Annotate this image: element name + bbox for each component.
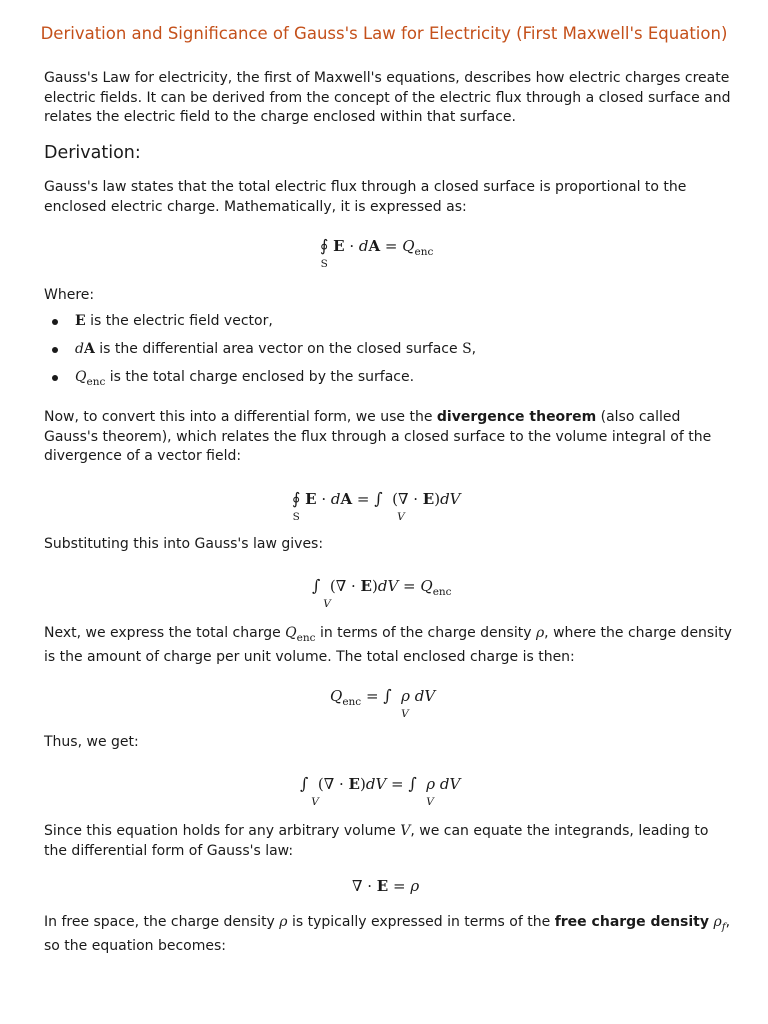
where-label: Where: [44,287,95,303]
charge-density-paragraph: Next, we express the total charge $Q_{enc}$ in terms of the charge density ρ, where the charge density is the amount of charge per unit volume. The total enclosed charge is then: [44,625,732,666]
divergence-paragraph: Now, to convert this into a differential form, we use the divergence theorem (also called Gauss's theorem), which relates the flux through a closed surface to the volume integral of the divergence of a vector field: [44,409,712,464]
list-item-text: is the differential area vector on the closed surface [94,341,463,357]
math-symbol: A [368,237,381,255]
arbitrary-volume-paragraph: Since this equation holds for any arbitrary volume V, we can equate the integrands, leading to the differential form of Gauss's law: [44,823,709,859]
math-symbol: V [400,823,411,839]
math-symbol: A [340,490,353,508]
math-operator: = [380,237,403,255]
substituting-paragraph: Substituting this into Gauss's law gives: [44,536,324,552]
math-symbol: E [305,490,317,508]
list-item [44,338,476,366]
equation-enclosed-charge [330,686,436,720]
math-symbol: d [358,237,369,255]
math-symbol: Q [75,369,87,385]
integral-limit: V [397,511,405,523]
page-title: Derivation and Significance of Gauss's Law for Electricity (First Maxwell's Equation) [40,24,728,43]
intro-paragraph: Gauss's Law for electricity, the first of Maxwell's equations, describes how electric charges create electric fields. It can be derived from the concept of the electric flux through a closed surface and relates the electric field to the charge enclosed within that surface. [44,70,731,125]
math-subscript: enc [432,586,452,598]
math-operator: = [398,577,421,595]
list-item-text: is the electric field vector, [85,313,273,329]
math-symbol: ρ [426,775,436,793]
math-symbol: Q [330,687,343,705]
math-operator: ( [392,490,398,508]
math-symbol: dV [365,775,387,793]
math-operator: = [386,775,409,793]
math-symbol: Q [402,237,415,255]
volume-integral-symbol: ∫ V [300,774,319,808]
math-symbol: dV [414,687,436,705]
math-symbol: Q [285,625,297,641]
math-symbol: S [462,341,472,357]
math-operator: ) [434,490,441,508]
math-symbol: ρ [535,625,545,641]
equation-volume-integral [312,576,452,610]
math-symbol: E [75,313,86,329]
math-symbol: dV [377,577,399,595]
integral-limit: V [401,708,409,720]
math-operator: · [334,775,349,793]
free-charge-paragraph: In free space, the charge density ρ is typically expressed in terms of the free charge density $\rho_f$, so the equation becomes: [44,914,731,955]
math-operator: ) [371,577,378,595]
math-operator: = [361,687,384,705]
list-item [44,366,476,394]
math-symbol: A [83,341,95,357]
math-subscript: enc [342,696,362,708]
math-operator: · [316,490,331,508]
math-symbol: E [333,237,345,255]
math-symbol: ∇ [352,877,363,895]
integral-limit: V [426,796,434,808]
math-operator: ( [317,775,324,793]
volume-integral-symbol: ∫ V [374,489,405,523]
math-operator: · [346,577,361,595]
thus-paragraph: Thus, we get: [44,734,139,750]
integral-limit: S [292,511,300,523]
math-operator: · [344,237,359,255]
integral-limit: S [320,258,328,270]
math-symbol: E [376,877,389,895]
volume-integral-symbol: ∫ V [312,576,331,610]
math-subscript: enc [296,631,316,644]
contour-integral-symbol: ∮ S [292,489,301,523]
math-symbol: ∇ [323,775,335,793]
derivation-heading: Derivation: [44,143,141,163]
statement-paragraph: Gauss's law states that the total electric flux through a closed surface is proportional to the enclosed electric charge. Mathematically, it is expressed as: [44,179,687,215]
integral-limit: V [323,598,331,610]
math-operator: · [408,490,423,508]
equation-integrands [300,774,461,808]
math-symbol: E [360,577,372,595]
math-symbol: Q [420,577,433,595]
equation-divergence-theorem [292,489,461,523]
math-operator: ( [329,577,336,595]
math-symbol: dV [439,775,461,793]
math-symbol: E [348,775,360,793]
math-subscript: enc [414,246,434,258]
math-symbol: ∇ [397,490,409,508]
list-item [44,310,476,338]
math-operator: = [352,490,375,508]
math-operator: ) [359,775,366,793]
math-operator: · [362,877,377,895]
contour-integral-symbol: ∮ S [320,236,329,270]
list-item-text: , [471,341,477,357]
math-subscript: enc [86,375,106,388]
equation-gauss-integral [320,236,434,270]
math-symbol: ∇ [335,577,347,595]
math-subscript: f [721,920,726,933]
math-symbol: ρ [279,914,288,930]
symbol-definitions-list [44,310,476,394]
integral-limit: V [311,796,319,808]
volume-integral-symbol: ∫ V [383,686,409,720]
bold-term: free charge density [554,914,709,930]
math-symbol: ρ [410,877,420,895]
bold-term: divergence theorem [436,409,597,425]
math-symbol: E [422,490,435,508]
equation-differential-form [352,877,419,895]
math-operator: = [388,877,411,895]
volume-integral-symbol: ∫ V [408,774,434,808]
math-symbol: ρ [401,687,410,705]
math-symbol: d [330,490,341,508]
math-symbol: d [75,341,84,357]
math-symbol: dV [440,490,461,508]
list-item-text: is the total charge enclosed by the surface. [105,369,415,385]
math-symbol: ρ [713,914,722,930]
